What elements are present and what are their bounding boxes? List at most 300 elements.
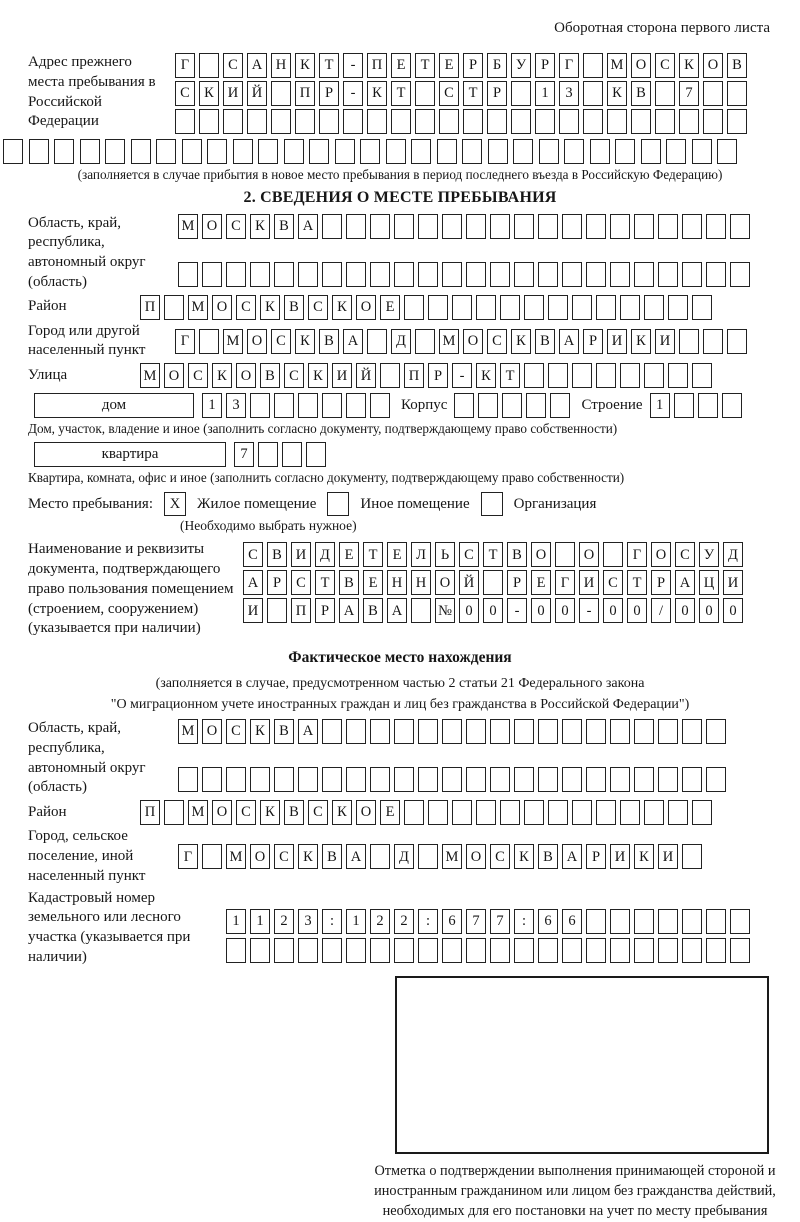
char-box: В xyxy=(284,295,304,320)
char-box: В xyxy=(274,719,294,744)
char-box: 1 xyxy=(250,909,270,934)
char-box: А xyxy=(339,598,359,623)
char-box: К xyxy=(260,800,280,825)
char-box: 3 xyxy=(559,81,579,106)
char-box xyxy=(452,800,472,825)
char-box xyxy=(418,214,438,239)
char-row-actual-region-2 xyxy=(178,767,730,792)
char-box: Е xyxy=(391,53,411,78)
char-row-cadastral-2 xyxy=(226,938,754,963)
char-box xyxy=(511,81,531,106)
char-box xyxy=(298,393,318,418)
char-box: А xyxy=(298,214,318,239)
char-box: 1 xyxy=(202,393,222,418)
char-box xyxy=(105,139,125,164)
char-box xyxy=(514,214,534,239)
char-box: 0 xyxy=(459,598,479,623)
house-type-box: дом xyxy=(34,393,194,418)
char-box xyxy=(572,295,592,320)
char-box xyxy=(658,767,678,792)
char-box: О xyxy=(703,53,723,78)
char-box: Б xyxy=(487,53,507,78)
char-box: С xyxy=(284,363,304,388)
char-box: А xyxy=(562,844,582,869)
char-box xyxy=(156,139,176,164)
char-box xyxy=(722,393,742,418)
char-box xyxy=(164,800,184,825)
char-box xyxy=(706,767,726,792)
char-box: В xyxy=(274,214,294,239)
char-box: О xyxy=(651,542,671,567)
char-box: Т xyxy=(415,53,435,78)
char-box: Е xyxy=(439,53,459,78)
char-box xyxy=(274,262,294,287)
actual-region-label: Область, край, республика, автономный округ (область) xyxy=(28,720,146,796)
char-box: К xyxy=(476,363,496,388)
char-box: М xyxy=(223,329,243,354)
char-box: С xyxy=(459,542,479,567)
char-box xyxy=(490,262,510,287)
char-box: И xyxy=(723,570,743,595)
char-box xyxy=(524,295,544,320)
char-box xyxy=(131,139,151,164)
char-box xyxy=(514,719,534,744)
actual-region-block xyxy=(28,719,772,798)
prev-address-rows xyxy=(175,53,751,137)
char-box xyxy=(706,719,726,744)
char-box xyxy=(490,719,510,744)
choose-note: (Необходимо выбрать нужное) xyxy=(180,518,357,534)
char-box: П xyxy=(295,81,315,106)
char-box xyxy=(271,81,291,106)
char-box: Р xyxy=(267,570,287,595)
char-row-prev-address-4 xyxy=(3,139,772,164)
char-box xyxy=(586,938,606,963)
char-box: : xyxy=(322,909,342,934)
char-box xyxy=(658,262,678,287)
char-box: Г xyxy=(175,53,195,78)
char-box: : xyxy=(418,909,438,934)
char-box xyxy=(490,938,510,963)
actual-city-block xyxy=(28,827,772,886)
char-box xyxy=(706,909,726,934)
char-box: 1 xyxy=(346,909,366,934)
char-box xyxy=(596,800,616,825)
char-box: 0 xyxy=(699,598,719,623)
char-box: А xyxy=(247,53,267,78)
char-box: Г xyxy=(559,53,579,78)
char-box xyxy=(644,295,664,320)
char-box xyxy=(610,938,630,963)
char-box xyxy=(411,598,431,623)
char-box: О xyxy=(212,800,232,825)
char-box: Р xyxy=(463,53,483,78)
document-rows xyxy=(243,542,747,626)
char-box xyxy=(620,800,640,825)
char-row-document-3 xyxy=(243,598,747,623)
char-box: И xyxy=(579,570,599,595)
header-note: Оборотная сторона первого листа xyxy=(554,20,770,36)
char-box: О xyxy=(579,542,599,567)
char-box: В xyxy=(727,53,747,78)
char-box: К xyxy=(332,295,352,320)
char-box xyxy=(631,109,651,134)
char-box: К xyxy=(511,329,531,354)
char-row-actual-region-1 xyxy=(178,719,730,744)
char-box: 6 xyxy=(538,909,558,934)
char-box xyxy=(466,719,486,744)
char-box: С xyxy=(655,53,675,78)
region-label: Область, край, республика, автономный округ (область) xyxy=(28,214,146,290)
char-box: П xyxy=(367,53,387,78)
char-box: И xyxy=(243,598,263,623)
char-box: Й xyxy=(356,363,376,388)
char-box: В xyxy=(322,844,342,869)
char-box xyxy=(466,767,486,792)
section2-title: 2. СВЕДЕНИЯ О МЕСТЕ ПРЕБЫВАНИЯ xyxy=(243,188,557,206)
char-box: Д xyxy=(394,844,414,869)
char-box: Р xyxy=(583,329,603,354)
char-box xyxy=(250,938,270,963)
char-box: 1 xyxy=(535,81,555,106)
char-box xyxy=(164,295,184,320)
char-box xyxy=(679,109,699,134)
char-box: О xyxy=(212,295,232,320)
char-row-house-number xyxy=(202,393,394,418)
char-box xyxy=(274,938,294,963)
char-box xyxy=(538,719,558,744)
char-box xyxy=(202,844,222,869)
char-box: О xyxy=(247,329,267,354)
char-box xyxy=(282,442,302,467)
prev-address-note: (заполняется в случае прибытия в новое место пребывания в период последнего въезда в Российскую Федерацию) xyxy=(77,167,723,182)
char-box: И xyxy=(610,844,630,869)
char-box: У xyxy=(511,53,531,78)
char-box: В xyxy=(507,542,527,567)
char-box: Р xyxy=(319,81,339,106)
char-box: А xyxy=(675,570,695,595)
char-box xyxy=(658,909,678,934)
char-box xyxy=(466,262,486,287)
char-box xyxy=(692,363,712,388)
char-box xyxy=(548,363,568,388)
char-box xyxy=(454,393,474,418)
char-box: Г xyxy=(175,329,195,354)
char-box: С xyxy=(236,800,256,825)
city-block xyxy=(28,322,772,362)
char-box xyxy=(418,844,438,869)
char-box xyxy=(562,767,582,792)
char-box: К xyxy=(295,329,315,354)
char-box xyxy=(322,214,342,239)
char-box xyxy=(462,139,482,164)
char-row-korpus xyxy=(454,393,574,418)
char-box: А xyxy=(243,570,263,595)
char-box xyxy=(346,767,366,792)
char-box xyxy=(698,393,718,418)
char-box xyxy=(682,844,702,869)
char-box: Г xyxy=(178,844,198,869)
document-label: Наименование и реквизиты документа, подтверждающего право пользования помещением (строением, сооружением) (указывается при наличии) xyxy=(28,541,234,637)
char-box xyxy=(476,295,496,320)
char-box: В xyxy=(284,800,304,825)
char-box: 6 xyxy=(562,909,582,934)
char-box: О xyxy=(531,542,551,567)
char-box: 2 xyxy=(370,909,390,934)
char-box xyxy=(394,719,414,744)
char-box: С xyxy=(236,295,256,320)
char-box: Е xyxy=(380,295,400,320)
char-box xyxy=(418,767,438,792)
char-box xyxy=(439,109,459,134)
char-box: О xyxy=(356,800,376,825)
char-box: Н xyxy=(271,53,291,78)
char-box xyxy=(298,262,318,287)
char-box: - xyxy=(579,598,599,623)
char-box xyxy=(692,139,712,164)
char-box: К xyxy=(631,329,651,354)
char-box xyxy=(583,81,603,106)
char-box xyxy=(730,909,750,934)
char-box xyxy=(730,262,750,287)
char-box: Т xyxy=(627,570,647,595)
stay-type-row xyxy=(28,492,772,516)
char-box xyxy=(548,295,568,320)
stamp-caption: Отметка о подтверждении выполнения принимающей стороной и иностранным гражданином или лицом без гражданства действий, необходимых для его постановки на учет по месту пребывания xyxy=(374,1162,776,1220)
char-box xyxy=(727,109,747,134)
char-box: 7 xyxy=(466,909,486,934)
char-box xyxy=(488,139,508,164)
char-box: И xyxy=(655,329,675,354)
char-box: Е xyxy=(363,570,383,595)
char-box xyxy=(233,139,253,164)
city-label: Город или другой населенный пункт xyxy=(28,322,146,359)
char-box xyxy=(202,767,222,792)
char-box xyxy=(394,767,414,792)
char-box xyxy=(727,81,747,106)
prev-address-block xyxy=(28,53,772,137)
char-box xyxy=(309,139,329,164)
char-box: 0 xyxy=(627,598,647,623)
korpus-label: Корпус xyxy=(401,396,448,413)
char-box xyxy=(442,938,462,963)
char-box xyxy=(442,214,462,239)
district-block xyxy=(28,295,772,320)
char-box: С xyxy=(308,295,328,320)
char-box xyxy=(586,719,606,744)
char-box xyxy=(247,109,267,134)
char-box xyxy=(668,363,688,388)
stay-option-organization-label: Организация xyxy=(513,495,597,512)
char-box: - xyxy=(452,363,472,388)
char-box xyxy=(490,767,510,792)
char-box: В xyxy=(339,570,359,595)
char-box xyxy=(370,262,390,287)
char-box xyxy=(394,262,414,287)
char-box xyxy=(596,363,616,388)
char-box xyxy=(178,767,198,792)
char-box: П xyxy=(291,598,311,623)
char-box: С xyxy=(487,329,507,354)
char-box: В xyxy=(538,844,558,869)
char-box xyxy=(514,262,534,287)
char-box xyxy=(730,214,750,239)
stroenie-label: Строение xyxy=(581,396,643,413)
char-box: В xyxy=(631,81,651,106)
char-box xyxy=(634,938,654,963)
char-box: С xyxy=(188,363,208,388)
char-box xyxy=(526,393,546,418)
char-box: К xyxy=(607,81,627,106)
char-box xyxy=(483,570,503,595)
char-box: К xyxy=(367,81,387,106)
char-box xyxy=(298,938,318,963)
char-box xyxy=(466,938,486,963)
char-box xyxy=(178,262,198,287)
char-box: - xyxy=(343,53,363,78)
char-box xyxy=(564,139,584,164)
char-box xyxy=(306,442,326,467)
char-box xyxy=(370,767,390,792)
char-box: 6 xyxy=(442,909,462,934)
char-row-cadastral-1 xyxy=(226,909,754,934)
char-box xyxy=(538,767,558,792)
char-box xyxy=(250,767,270,792)
char-box: А xyxy=(559,329,579,354)
char-box: П xyxy=(404,363,424,388)
char-box xyxy=(511,109,531,134)
char-box: Т xyxy=(363,542,383,567)
char-box xyxy=(524,363,544,388)
char-box: Р xyxy=(507,570,527,595)
char-box: Д xyxy=(391,329,411,354)
char-box xyxy=(360,139,380,164)
char-box xyxy=(442,719,462,744)
apartment-row xyxy=(28,442,772,467)
char-box: Т xyxy=(483,542,503,567)
char-box xyxy=(655,81,675,106)
char-box xyxy=(418,262,438,287)
char-box xyxy=(692,800,712,825)
char-box xyxy=(226,262,246,287)
char-box xyxy=(562,938,582,963)
char-box xyxy=(199,109,219,134)
char-box xyxy=(634,767,654,792)
char-row-document-2 xyxy=(243,570,747,595)
char-box xyxy=(199,329,219,354)
char-box: Т xyxy=(500,363,520,388)
char-box xyxy=(682,767,702,792)
char-box xyxy=(596,295,616,320)
char-box xyxy=(182,139,202,164)
char-box xyxy=(274,393,294,418)
char-box xyxy=(562,719,582,744)
char-box xyxy=(346,938,366,963)
char-box xyxy=(682,719,702,744)
char-box: Е xyxy=(380,800,400,825)
char-box: Р xyxy=(586,844,606,869)
char-box xyxy=(80,139,100,164)
char-box xyxy=(418,938,438,963)
char-box: Г xyxy=(627,542,647,567)
apartment-note: Квартира, комната, офис и иное (заполнить согласно документу, подтверждающему право собственности) xyxy=(28,469,625,485)
char-box xyxy=(610,214,630,239)
checkbox-organization xyxy=(481,492,503,516)
char-box: Ь xyxy=(435,542,455,567)
char-box: Р xyxy=(651,570,671,595)
char-box xyxy=(322,262,342,287)
char-box: 1 xyxy=(226,909,246,934)
cadastral-block xyxy=(28,889,772,968)
char-box xyxy=(370,844,390,869)
char-box xyxy=(682,262,702,287)
char-box xyxy=(394,938,414,963)
char-box: С xyxy=(175,81,195,106)
char-box: 7 xyxy=(490,909,510,934)
char-row-actual-city xyxy=(178,844,706,869)
char-box: О xyxy=(466,844,486,869)
char-box: К xyxy=(679,53,699,78)
char-box: К xyxy=(634,844,654,869)
char-box xyxy=(583,109,603,134)
char-box xyxy=(562,214,582,239)
char-box xyxy=(250,262,270,287)
actual-region-rows xyxy=(178,719,730,795)
char-box xyxy=(346,719,366,744)
char-box: И xyxy=(607,329,627,354)
char-box xyxy=(583,53,603,78)
char-box xyxy=(703,109,723,134)
char-box xyxy=(437,139,457,164)
char-box: К xyxy=(212,363,232,388)
char-box xyxy=(655,109,675,134)
char-box xyxy=(679,329,699,354)
char-box: М xyxy=(178,214,198,239)
char-box xyxy=(442,767,462,792)
char-box xyxy=(658,214,678,239)
char-box: / xyxy=(651,598,671,623)
region-block xyxy=(28,214,772,293)
char-box xyxy=(586,909,606,934)
region-rows xyxy=(178,214,754,290)
char-box xyxy=(514,938,534,963)
char-box: 0 xyxy=(675,598,695,623)
char-box xyxy=(250,393,270,418)
char-box: Р xyxy=(535,53,555,78)
stamp-area xyxy=(395,976,769,1154)
char-box: 7 xyxy=(679,81,699,106)
cadastral-label: Кадастровый номер земельного или лесного участка (указывается при наличии) xyxy=(28,889,191,966)
char-box: 0 xyxy=(603,598,623,623)
char-box xyxy=(692,295,712,320)
char-box xyxy=(370,393,390,418)
char-box: Е xyxy=(531,570,551,595)
char-box: К xyxy=(298,844,318,869)
char-box: Р xyxy=(315,598,335,623)
char-row-prev-address-1 xyxy=(175,53,751,78)
char-box xyxy=(346,262,366,287)
char-box xyxy=(610,909,630,934)
char-box: П xyxy=(140,800,160,825)
char-box: К xyxy=(332,800,352,825)
char-box xyxy=(415,329,435,354)
char-box xyxy=(590,139,610,164)
char-box: - xyxy=(507,598,527,623)
char-box xyxy=(658,719,678,744)
char-box xyxy=(572,800,592,825)
actual-location-title: Фактическое место нахождения xyxy=(288,649,512,667)
char-box xyxy=(335,139,355,164)
